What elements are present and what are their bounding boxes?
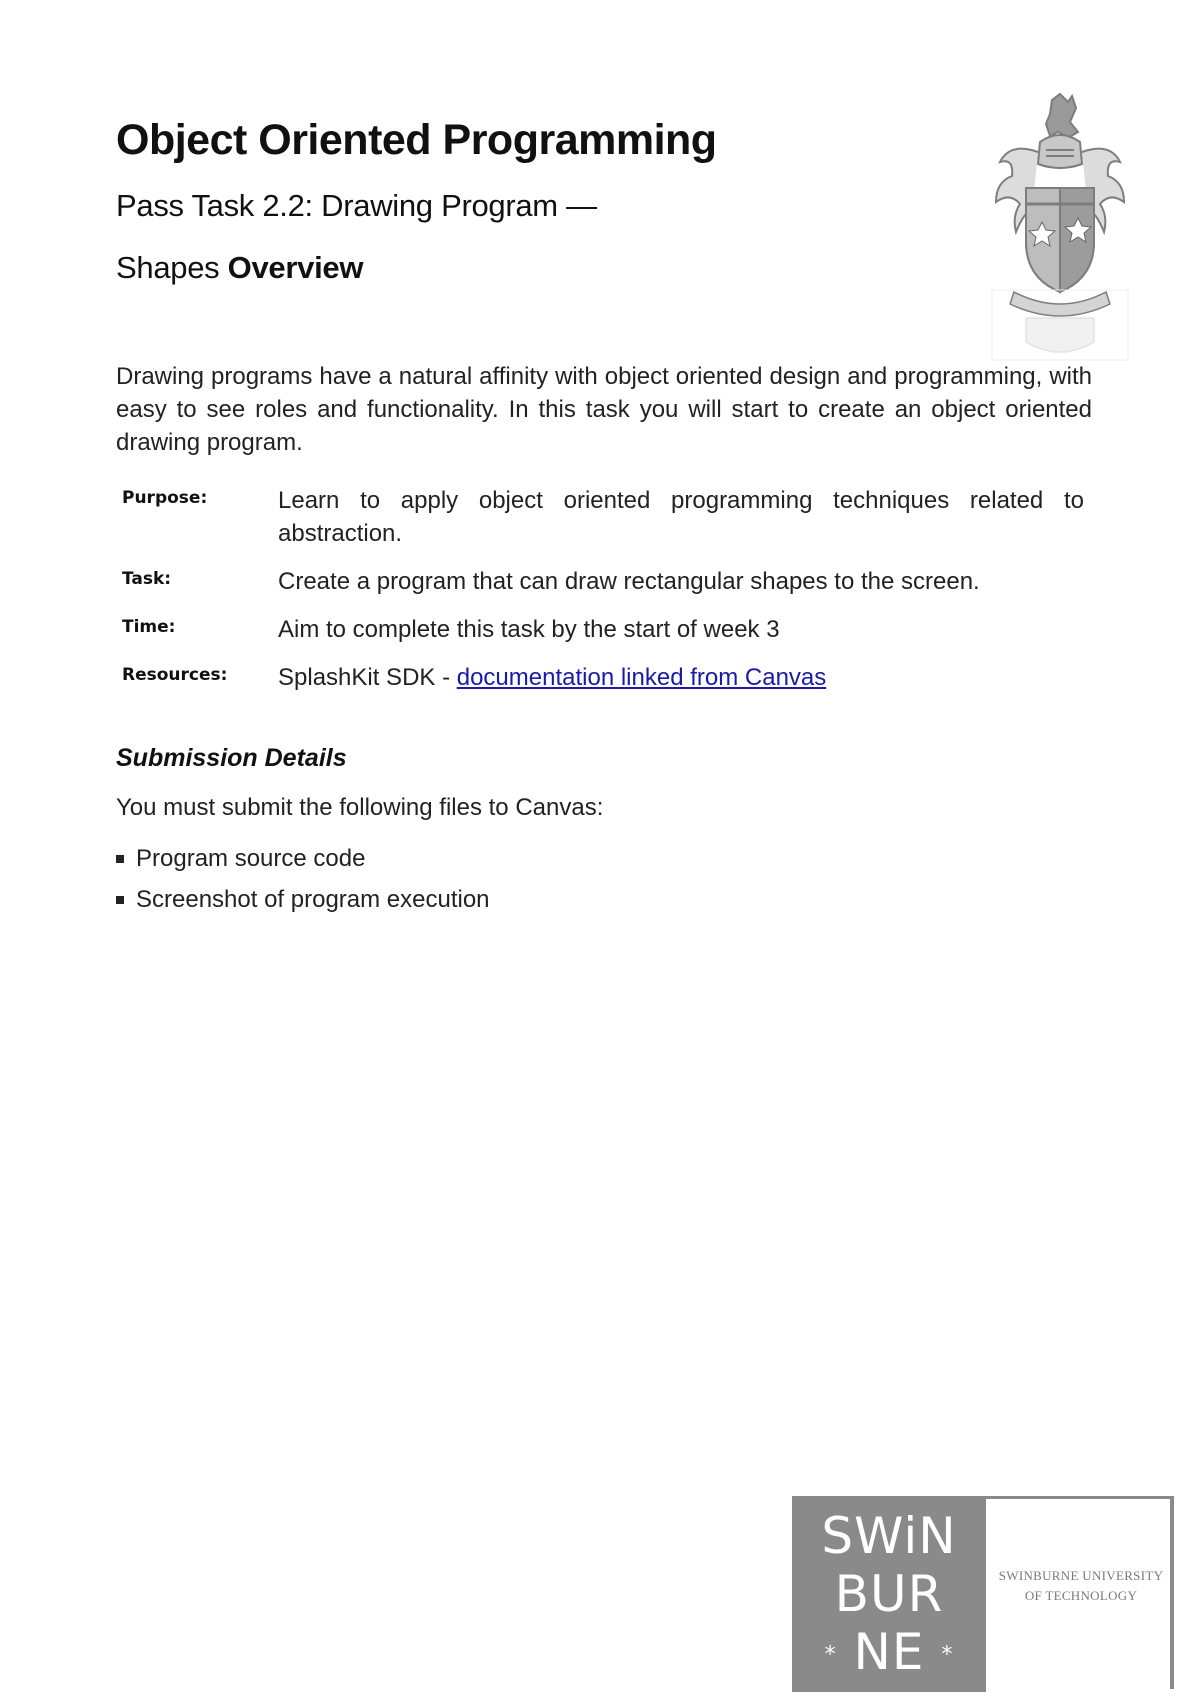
logo-caption	[996, 1566, 1166, 1606]
bullet-icon	[116, 855, 124, 863]
time-value: Aim to complete this task by the start of week 3	[278, 616, 780, 643]
info-row-task	[122, 565, 1084, 598]
task-subtitle-overview	[116, 250, 363, 286]
submission-heading: Submission Details	[116, 744, 347, 772]
page-title: Object Oriented Programming	[116, 116, 717, 164]
logo-word-line2: BUR	[834, 1565, 944, 1623]
task-info-table	[122, 484, 1084, 709]
task-value: Create a program that can draw rectangular shapes to the screen.	[278, 568, 980, 595]
logo-caption-line2: OF TECHNOLOGY	[1024, 1588, 1138, 1603]
resources-prefix: SplashKit SDK -	[278, 664, 457, 691]
university-crest-icon	[990, 92, 1130, 362]
info-row-purpose	[122, 484, 1084, 550]
info-row-time	[122, 613, 1084, 646]
logo-wordmark-box	[792, 1496, 986, 1692]
logo-caption-line1: SWINBURNE UNIVERSITY	[998, 1568, 1164, 1583]
resources-label: Resources:	[122, 665, 228, 685]
file-item-label: Program source code	[136, 845, 366, 872]
logo-word-line1: SWiN	[821, 1507, 957, 1565]
purpose-label: Purpose:	[122, 488, 208, 508]
submission-file-list	[116, 838, 490, 920]
submission-intro: You must submit the following files to Canvas:	[116, 794, 604, 821]
purpose-value: Learn to apply object oriented programming techniques related to abstraction.	[278, 487, 1084, 547]
documentation-link[interactable]: documentation linked from Canvas	[456, 664, 827, 691]
logo-star-icon: *	[941, 1642, 954, 1668]
resources-value	[278, 661, 1084, 694]
file-item-label: Screenshot of program execution	[136, 886, 490, 913]
subtitle-overview: Overview	[227, 250, 364, 285]
logo-star-icon: *	[824, 1642, 837, 1668]
list-item	[116, 879, 490, 920]
swinburne-logo	[792, 1496, 1182, 1692]
info-row-resources	[122, 661, 1084, 694]
intro-paragraph: Drawing programs have a natural affinity with object oriented design and programming, with easy to see roles and functionality. In this task you will start to create an object oriented drawing program.	[116, 363, 1092, 456]
task-subtitle: Pass Task 2.2: Drawing Program —	[116, 188, 597, 223]
task-label: Task:	[122, 569, 172, 589]
bullet-icon	[116, 896, 124, 904]
time-label: Time:	[122, 617, 176, 637]
logo-word-ne: NE	[853, 1623, 925, 1681]
subtitle-shapes: Shapes	[116, 250, 220, 285]
logo-word-line3	[792, 1623, 986, 1682]
list-item	[116, 838, 490, 879]
